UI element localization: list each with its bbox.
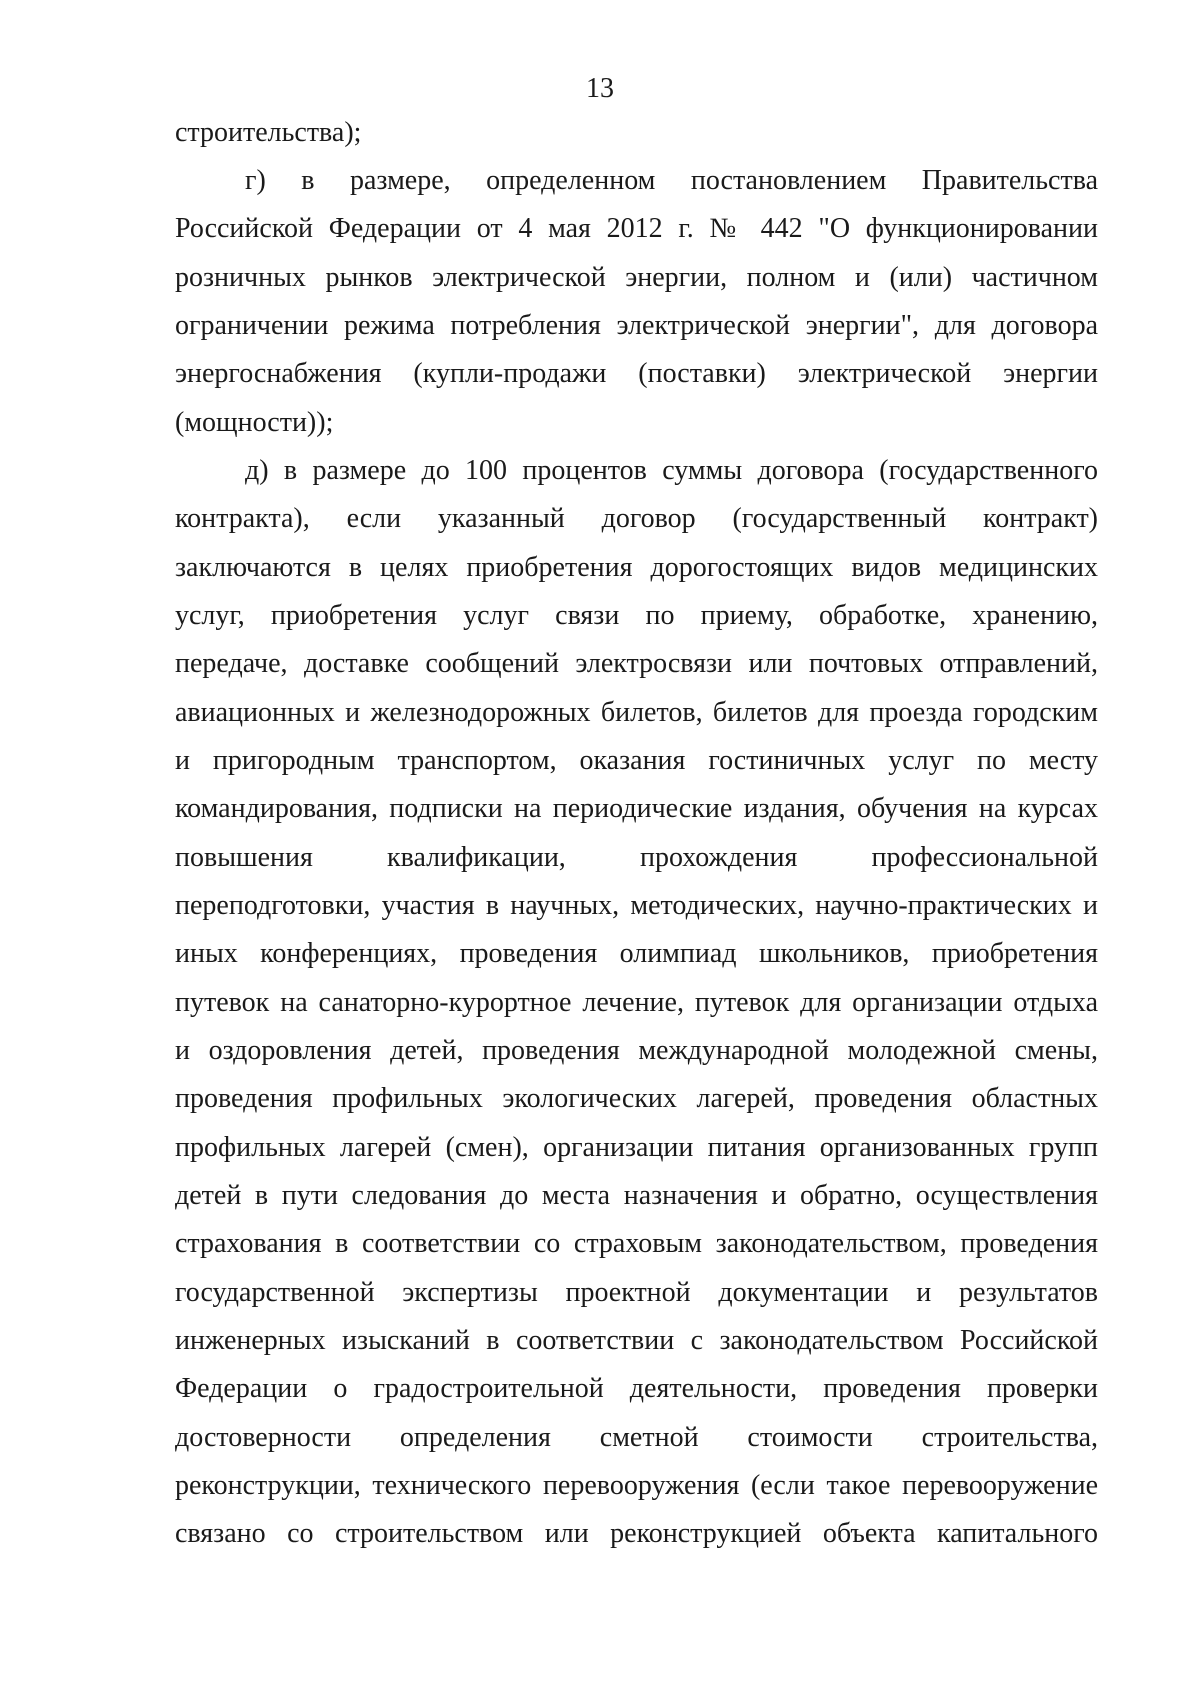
text-line: командирования, подписки на периодические издания, обучения на курсах	[175, 793, 1098, 824]
text-line: д) в размере до 100 процентов суммы договора (государственного	[245, 455, 1098, 486]
text-line: строительства);	[175, 117, 362, 148]
text-line: услуг, приобретения услуг связи по приему, обработке, хранению,	[175, 600, 1098, 631]
text-line: и оздоровления детей, проведения международной молодежной смены,	[175, 1035, 1098, 1066]
text-line: достоверности определения сметной стоимости строительства,	[175, 1422, 1098, 1453]
text-line: розничных рынков электрической энергии, полном и (или) частичном	[175, 262, 1098, 293]
text-line: контракта), если указанный договор (государственный контракт)	[175, 503, 1098, 534]
text-line: реконструкции, технического перевооружения (если такое перевооружение	[175, 1470, 1098, 1501]
text-line: связано со строительством или реконструкцией объекта капитального	[175, 1518, 1098, 1549]
text-line: ограничении режима потребления электрической энергии", для договора	[175, 310, 1098, 341]
text-line: государственной экспертизы проектной документации и результатов	[175, 1277, 1098, 1308]
page-number: 13	[586, 73, 614, 104]
text-line: детей в пути следования до места назначения и обратно, осуществления	[175, 1180, 1098, 1211]
text-line: передаче, доставке сообщений электросвязи или почтовых отправлений,	[175, 648, 1098, 679]
text-line: профильных лагерей (смен), организации питания организованных групп	[175, 1132, 1098, 1163]
text-line: г) в размере, определенном постановлением Правительства	[245, 165, 1098, 196]
text-line: повышения квалификации, прохождения профессиональной	[175, 842, 1098, 873]
text-line: энергоснабжения (купли-продажи (поставки) электрической энергии	[175, 358, 1098, 389]
text-line: проведения профильных экологических лагерей, проведения областных	[175, 1083, 1098, 1114]
text-line: Федерации о градостроительной деятельности, проведения проверки	[175, 1373, 1098, 1404]
text-line: переподготовки, участия в научных, методических, научно-практических и	[175, 890, 1098, 921]
text-line: инженерных изысканий в соответствии с законодательством Российской	[175, 1325, 1098, 1356]
text-line: Российской Федерации от 4 мая 2012 г. № 442 "О функционировании	[175, 213, 1098, 244]
text-line: путевок на санаторно-курортное лечение, путевок для организации отдыха	[175, 987, 1098, 1018]
text-line: авиационных и железнодорожных билетов, билетов для проезда городским	[175, 697, 1098, 728]
text-line: страхования в соответствии со страховым законодательством, проведения	[175, 1228, 1098, 1259]
text-line: иных конференциях, проведения олимпиад школьников, приобретения	[175, 938, 1098, 969]
text-line: и пригородным транспортом, оказания гостиничных услуг по месту	[175, 745, 1098, 776]
text-line: (мощности));	[175, 407, 334, 438]
text-line: заключаются в целях приобретения дорогостоящих видов медицинских	[175, 552, 1098, 583]
